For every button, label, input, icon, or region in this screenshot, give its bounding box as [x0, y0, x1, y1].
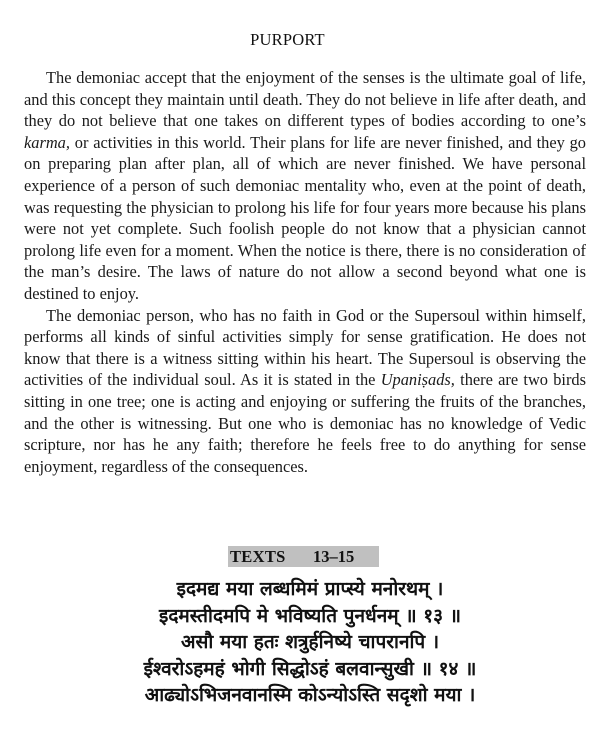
- italic-term-karma: karma,: [24, 132, 70, 152]
- paragraph-text: or activities in this world. Their plans for life are never finished, and they go on preparing plan after plan, all of which are never finished. We have personal experience of a person of such demoniac mentality who, even at the point of death, was requesting the physician to prolong his life for four years more because his plans were not yet complete. Such foolish people do not know that a physician cannot prolong life even for a moment. When the notice is there, there is no consideration of the man’s desire. The laws of nature do not allow a second beyond what one is destined to enjoy.: [24, 132, 586, 303]
- texts-label-numbers: 13–15: [313, 547, 355, 566]
- purport-body: [24, 67, 586, 477]
- verse-line: इदमस्तीदमपि मे भविष्यति पुनर्धनम् ॥ १३ ॥: [159, 604, 461, 627]
- verse-line: ईश्वरोऽहमहं भोगी सिद्धोऽहं बलवान्सुखी ॥ १४ ॥: [143, 657, 477, 680]
- sanskrit-verse: [100, 576, 520, 709]
- paragraph-text: The demoniac person, who has no faith in God or the Supersoul within himself, performs all kinds of sinful activities simply for sense gratification. He does not know that there is a witness sitting within his heart. The Supersoul is observing the activities of the individual soul. As it is stated in the: [24, 305, 586, 390]
- purport-paragraph-1: [24, 67, 586, 305]
- texts-label-word: TEXTS: [230, 547, 286, 566]
- paragraph-text: The demoniac accept that the enjoyment of the senses is the ultimate goal of life, and this concept they maintain until death. They do not believe in life after death, and they do not believe that one takes on different types of bodies according to one’s: [24, 68, 586, 131]
- verse-line: आढ्योऽभिजनवानस्मि कोऽन्योऽस्ति सदृशो मया ।: [144, 684, 476, 706]
- italic-term-upanisads: Upaniṣads,: [380, 370, 455, 390]
- texts-label: [228, 546, 379, 567]
- verse-line: असौ मया हतः शत्रुर्हनिष्ये चापरानपि ।: [180, 631, 440, 653]
- paragraph-text: there are two birds sitting in one tree; one is acting and enjoying or suffering the fruits of the branches, and the other is witnessing. But one who is demoniac has no knowledge of Vedic scripture, nor has he any faith; therefore he feels free to do anything for sense enjoyment, regardless of the consequences.: [24, 370, 586, 476]
- purport-paragraph-2: [24, 305, 586, 478]
- purport-heading: PURPORT: [250, 30, 325, 49]
- verse-line: इदमद्य मया लब्धमिमं प्राप्स्ये मनोरथम् ।: [176, 578, 444, 600]
